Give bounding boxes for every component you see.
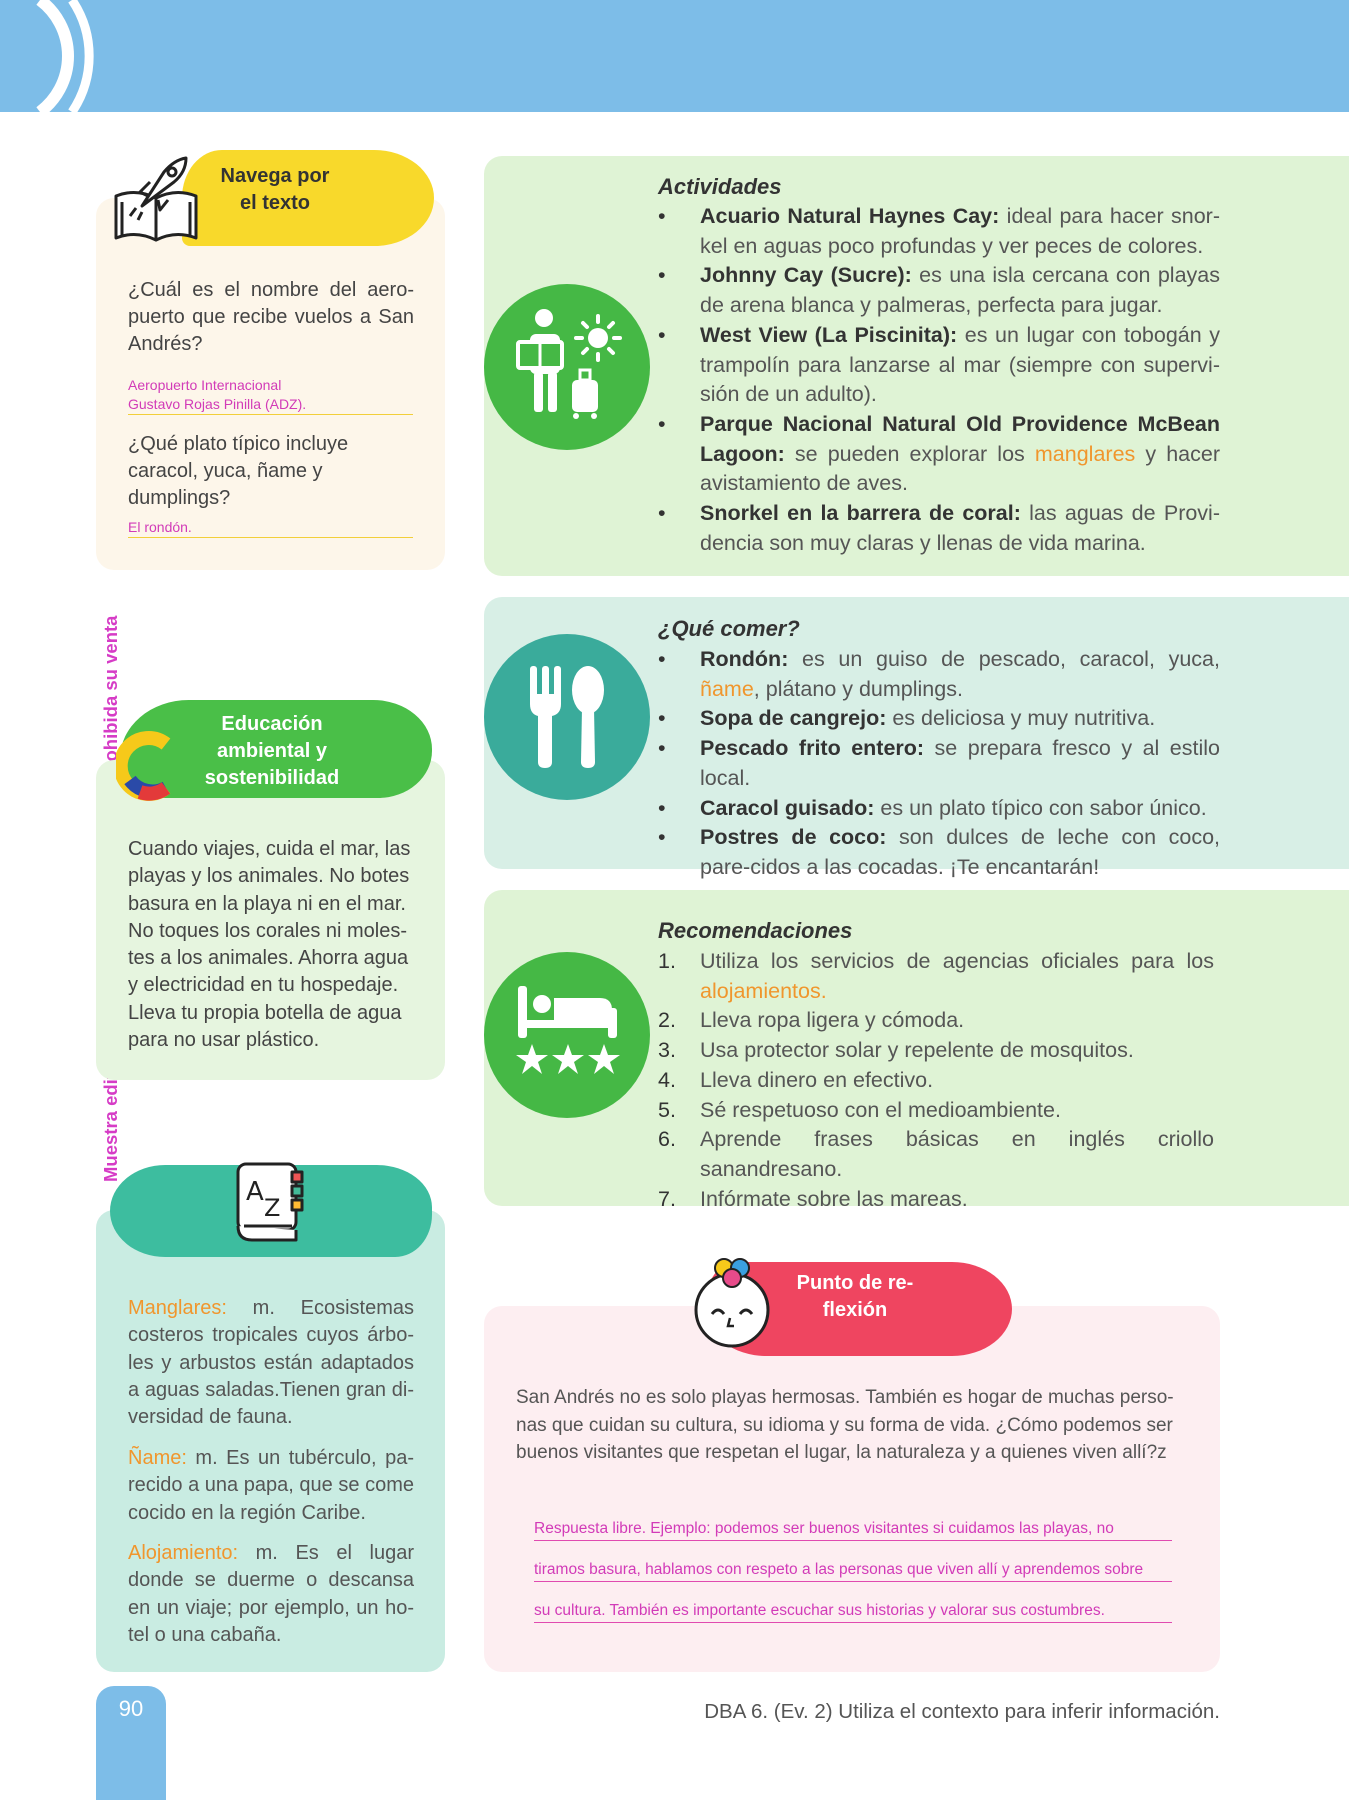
list-item: • Rondón: es un guiso de pescado, caracol, yuca, ñame, plátano y dumplings.	[658, 647, 1220, 701]
activities-list	[658, 202, 1220, 558]
thinking-head-icon	[690, 1254, 774, 1350]
fork-spoon-icon	[528, 664, 608, 770]
header-arc-decoration	[0, 0, 120, 112]
bullet-icon: •	[658, 795, 666, 820]
food-list	[658, 645, 1220, 883]
header-bar	[0, 0, 1349, 112]
answer-2: El rondón.	[128, 518, 413, 538]
reflection-answer-line-1: Respuesta libre. Ejemplo: podemos ser buenos visitantes si cuidamos las playas, no	[534, 1518, 1172, 1541]
answer-1-line-1: Aeropuerto Internacional	[128, 377, 282, 393]
glossary-entry-lodging: Alojamiento: m. Es el lugar donde se duerme o descansa en un viaje; por ejemplo, un ho-tel o una cabaña.	[128, 1542, 414, 1646]
list-item: • Parque Nacional Natural Old Providence McBean Lagoon: se pueden explorar los manglares y hacer avistamiento de aves.	[658, 411, 1221, 496]
page-number: 90	[118, 1696, 144, 1721]
footer-dba-text: DBA 6. (Ev. 2) Utiliza el contexto para inferir información.	[704, 1700, 1220, 1723]
list-item: • Snorkel en la barrera de coral: las aguas de Provi-dencia son muy claras y llenas de vida marina.	[658, 501, 1220, 555]
list-item: • Pescado frito entero: se prepara fresco y al estilo local.	[658, 736, 1220, 790]
bullet-icon: •	[658, 263, 666, 288]
list-item: 2. Lleva ropa ligera y cómoda.	[658, 1008, 965, 1033]
list-item: • Sopa de cangrejo: es deliciosa y muy nutritiva.	[658, 704, 1220, 734]
traveler-sun-icon	[514, 306, 624, 424]
list-item: • Acuario Natural Haynes Cay: ideal para hacer snor-kel en aguas poco profundas y ver peces de colores.	[658, 204, 1220, 258]
glossary-entry-mangroves: Manglares: m. Ecosistemas costeros tropicales cuyos árbo-les y arbustos están adaptados a aguas saladas.Tienen gran di-versidad de fauna.	[128, 1297, 414, 1429]
environmental-education-text: Cuando viajes, cuida el mar, las playas y los animales. No botes basura en la playa ni en el mar. No toques los corales ni moles-tes a los animales. Ahorra agua y electricidad en tu hospedaje. Lleva tu propia botella de agua para no usar plástico.	[128, 838, 411, 1052]
glossary-entry-yam: Ñame: m. Es un tubérculo, pa-recido a una papa, que se come cocido en la región Caribe.	[128, 1447, 414, 1524]
list-item: 6. Aprende frases básicas en inglés criollo sanandresano.	[658, 1127, 1214, 1181]
activities-title: Actividades	[658, 174, 782, 199]
book-rocket-icon	[112, 152, 204, 244]
bullet-icon: •	[658, 411, 666, 436]
list-item: • Postres de coco: son dulces de leche con coco, pare-cidos a las cocadas. ¡Te encantarán!	[658, 825, 1220, 879]
colombia-c-logo-icon	[116, 730, 176, 802]
bullet-icon: •	[658, 501, 666, 526]
navigate-text-title: Navega por el texto	[220, 165, 330, 214]
list-item: 3. Usa protector solar y repelente de mosquitos.	[658, 1038, 1134, 1063]
bullet-icon: •	[658, 647, 666, 671]
environmental-education-title: Educación ambiental y sostenibilidad	[204, 713, 340, 789]
dictionary-icon	[232, 1160, 308, 1246]
answer-1-line-2: Gustavo Rojas Pinilla (ADZ).	[128, 395, 413, 415]
hotel-bed-stars-icon	[512, 982, 624, 1082]
recommendations-title: Recomendaciones	[658, 918, 853, 943]
navigate-question-1: ¿Cuál es el nombre del aero-puerto que recibe vuelos a San Andrés?	[128, 279, 414, 355]
svg-text:Z: Z	[264, 1194, 281, 1222]
reflection-title: Punto de re- flexión	[796, 1272, 914, 1321]
food-title: ¿Qué comer?	[658, 616, 800, 641]
list-item: 1. Utiliza los servicios de agencias oficiales para los alojamientos.	[658, 949, 1214, 1003]
reflection-answer-line-3: su cultura. También es importante escuchar sus historias y valorar sus costumbres.	[534, 1600, 1172, 1623]
recommendations-list	[658, 947, 1214, 1214]
bullet-icon: •	[658, 825, 666, 850]
bullet-icon: •	[658, 706, 666, 731]
list-item: • West View (La Piscinita): es un lugar con tobogán y trampolín para lanzarse al mar (siempre con supervi-sión de un adulto).	[658, 322, 1221, 407]
list-item: 5. Sé respetuoso con el medioambiente.	[658, 1097, 1061, 1122]
svg-text:A: A	[246, 1177, 264, 1207]
list-item: • Johnny Cay (Sucre): es una isla cercana con playas de arena blanca y palmeras, perfecta para jugar.	[658, 263, 1220, 318]
reflection-question: San Andrés no es solo playas hermosas. También es hogar de muchas perso-nas que cuidan su cultura, su idioma y su forma de vida. ¿Cómo podemos ser buenos visitantes que respetan el lugar, la naturaleza y a quienes viven allí?z	[516, 1387, 1174, 1463]
bullet-icon: •	[658, 322, 666, 347]
bullet-icon: •	[658, 204, 666, 228]
list-item: • Caracol guisado: es un plato típico con sabor único.	[658, 794, 1220, 824]
reflection-answer-line-2: tiramos basura, hablamos con respeto a las personas que viven allí y aprendemos sobre	[534, 1559, 1172, 1582]
list-item: 7. Infórmate sobre las mareas.	[658, 1186, 968, 1211]
list-item: 4. Lleva dinero en efectivo.	[658, 1067, 934, 1092]
bullet-icon: •	[658, 736, 666, 761]
navigate-question-2: ¿Qué plato típico incluye caracol, yuca, ñame y dumplings?	[128, 433, 349, 509]
